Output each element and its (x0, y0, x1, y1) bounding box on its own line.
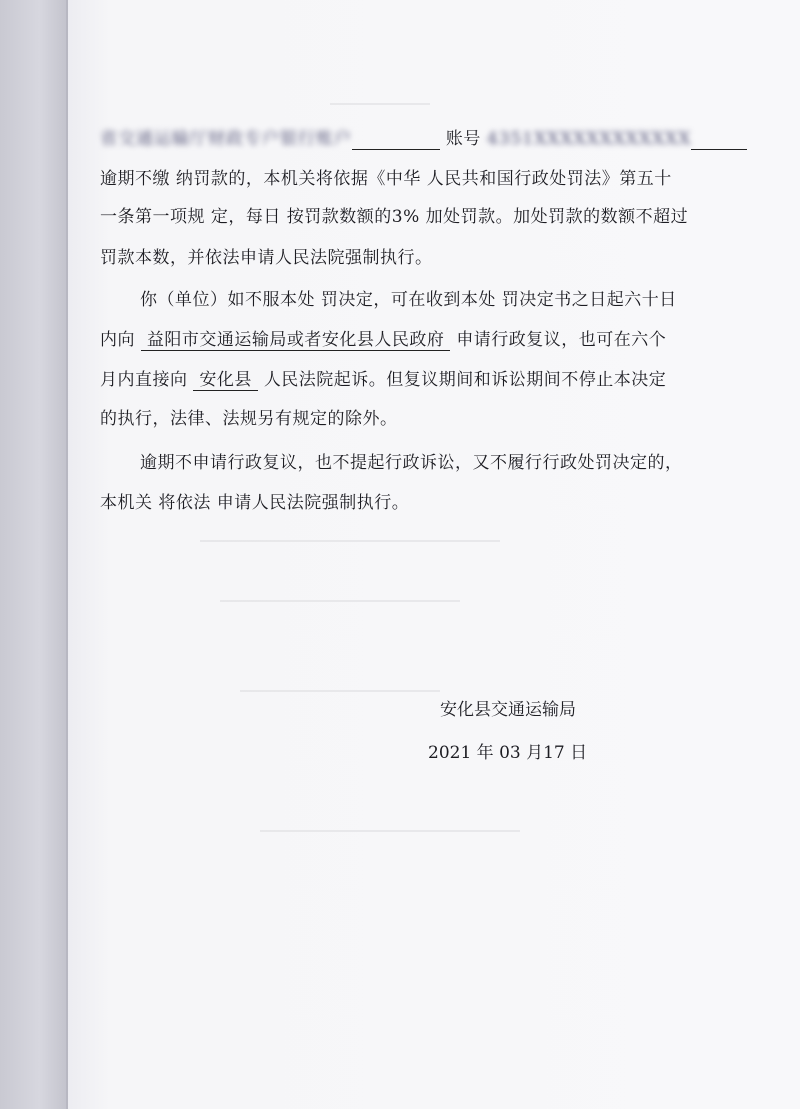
court-fill: 安化县 (193, 370, 258, 391)
paragraph-2-line-2 (100, 329, 666, 351)
document-page (66, 0, 800, 1109)
paragraph-3-line-2: 本机关 将依法 申请人民法院强制执行。 (100, 493, 410, 513)
show-through-mark (240, 690, 440, 692)
issuing-organization: 安化县交通运输局 (440, 700, 576, 720)
paragraph-2-line-4: 的执行，法律、法规另有规定的除外。 (100, 409, 398, 429)
paragraph-2-line-3 (100, 369, 666, 391)
show-through-mark (330, 103, 430, 105)
page-fold (66, 0, 68, 1109)
show-through-mark (260, 830, 520, 832)
paragraph-1-line-2: 一条第一项规 定，每日 按罚款数额的3% 加处罚款。加处罚款的数额不超过 (100, 207, 689, 227)
paragraph-3-line-1: 逾期不申请行政复议，也不提起行政诉讼，又不履行行政处罚决定的， (140, 453, 683, 473)
text: 月内直接向 (100, 370, 188, 390)
account-number-redacted: 4351XXXXXXXXXXXX (486, 129, 692, 149)
review-authority-fill: 益阳市交通运输局或者安化县人民政府 (141, 330, 451, 351)
paragraph-1-line-3: 罚款本数，并依法申请人民法院强制执行。 (100, 248, 433, 268)
text: 申请行政复议，也可在六个 (456, 330, 667, 350)
account-name-redacted: 省交通运输厅财政专户银行账户 (100, 129, 352, 149)
text: 内向 (100, 330, 135, 350)
issue-date: 2021 年 03 月17 日 (428, 743, 588, 763)
paragraph-1-line-1: 逾期不缴 纳罚款的，本机关将依据《中华 人民共和国行政处罚法》第五十 (100, 169, 672, 189)
account-name-blank (352, 131, 440, 150)
account-number-blank (691, 131, 747, 150)
show-through-mark (220, 600, 460, 602)
account-line (100, 128, 747, 150)
text: 人民法院起诉。但复议期间和诉讼期间不停止本决定 (263, 370, 667, 390)
account-label: 账号 (445, 129, 481, 149)
show-through-mark (200, 540, 500, 542)
binding-edge (0, 0, 66, 1109)
paragraph-2-line-1: 你（单位）如不服本处 罚决定，可在收到本处 罚决定书之日起六十日 (140, 290, 677, 310)
